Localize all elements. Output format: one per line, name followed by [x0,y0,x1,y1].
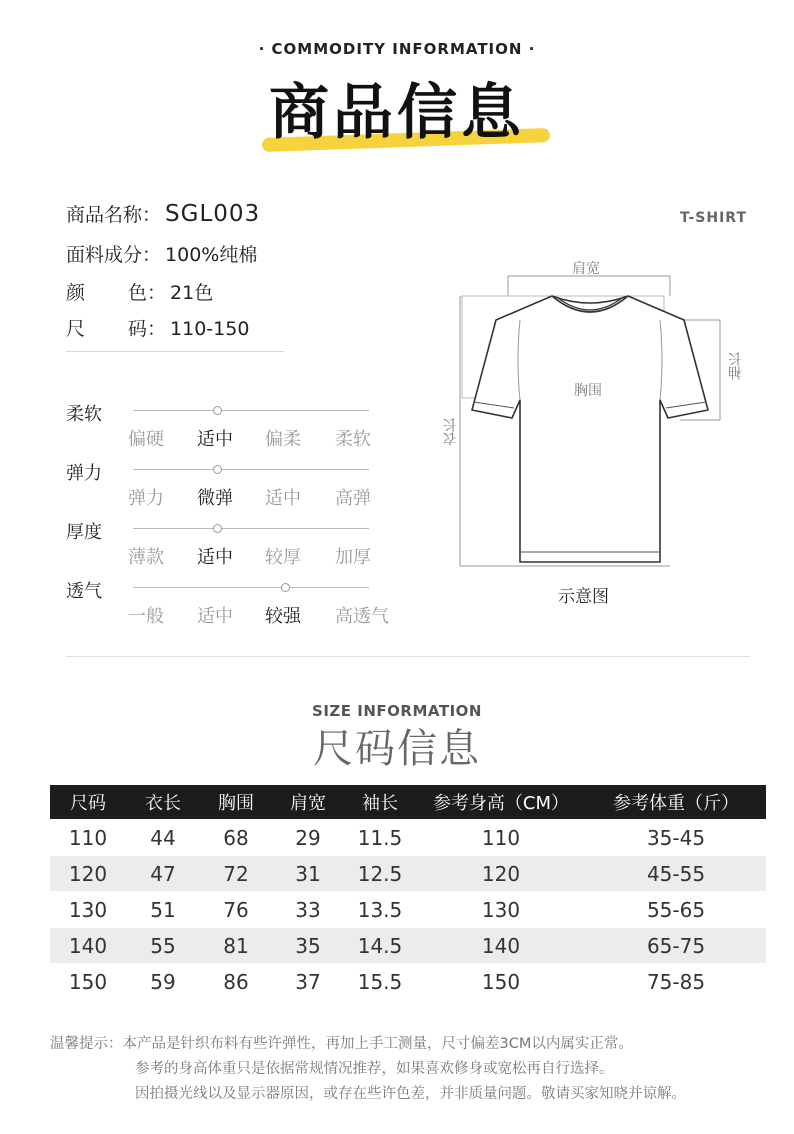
note-prefix: 温馨提示： [50,1036,123,1052]
color-key-a: 颜 [66,282,86,304]
attribute-label: 透气 [66,581,102,602]
attribute-option: 适中 [197,429,233,450]
table-cell: 75-85 [646,969,706,994]
table-cell: 12.5 [344,856,416,892]
table-cell: 29 [295,825,321,850]
attribute-option: 偏柔 [265,429,301,450]
table-cell: 37 [295,969,321,994]
table-cell: 45-55 [586,856,766,892]
product-name-row [66,200,260,227]
size-header-cell: 胸围 [200,785,272,820]
attribute-option: 高透气 [335,606,389,627]
table-row [50,892,766,928]
size-key-a: 尺 [66,318,86,340]
table-cell: 120 [50,856,126,892]
table-cell: 150 [481,969,521,994]
attribute-option: 微弹 [197,488,233,509]
table-cell: 44 [150,825,176,850]
attribute-marker [213,465,222,474]
info-divider [66,351,284,352]
attribute-marker [213,524,222,533]
table-cell: 35-45 [646,825,706,850]
attribute-option: 适中 [197,606,233,627]
attribute-track [133,410,369,411]
table-cell: 15.5 [357,969,403,994]
table-cell: 72 [200,856,272,892]
table-cell: 130 [481,897,521,922]
table-row [50,928,766,964]
size-header-cell: 尺码 [50,785,126,820]
table-cell: 140 [416,928,586,964]
table-cell: 140 [50,928,126,964]
fabric-value: 100%纯棉 [165,244,258,266]
table-cell: 31 [272,856,344,892]
product-name-value: SGL003 [165,201,261,227]
attribute-option: 薄款 [128,547,164,568]
fabric-row [66,240,257,267]
note-line-1 [50,1032,633,1053]
attribute-label: 弹力 [66,463,102,484]
table-cell: 130 [68,897,108,922]
note-line-3: 因拍摄光线以及显示器原因，或存在些许色差，并非质量问题。敬请买家知晓并谅解。 [135,1086,686,1102]
attribute-option: 加厚 [335,547,371,568]
table-cell: 120 [416,856,586,892]
color-key-b: 色： [128,282,167,304]
table-cell: 59 [150,969,176,994]
attribute-marker [213,406,222,415]
attribute-option: 适中 [265,488,301,509]
size-row [66,314,249,341]
label-shoulder: 肩宽 [572,261,600,277]
label-chest: 胸围 [574,383,602,399]
table-cell: 13.5 [357,897,403,922]
product-name-key: 商品名称： [66,204,162,226]
size-title-en: SIZE INFORMATION [312,702,482,720]
size-header-cell: 参考体重（斤） [586,785,766,820]
table-cell: 47 [126,856,200,892]
size-header-cell: 衣长 [126,785,200,820]
attribute-option: 适中 [197,547,233,568]
attribute-label: 厚度 [66,522,102,543]
attribute-option: 偏硬 [128,429,164,450]
table-cell: 55 [126,928,200,964]
table-cell: 86 [223,969,249,994]
table-cell: 68 [223,825,249,850]
size-key-b: 码： [128,318,167,340]
attribute-option: 较强 [265,606,301,627]
size-value: 110-150 [170,318,250,340]
label-sleeve: 袖长 [728,352,744,380]
note-line-2: 参考的身高体重只是依据常规情况推荐，如果喜欢修身或宽松再自行选择。 [135,1061,614,1077]
size-table [50,785,766,1000]
size-table-header [50,785,766,820]
table-cell: 11.5 [357,825,403,850]
table-cell: 51 [150,897,176,922]
table-cell: 110 [481,825,521,850]
table-cell: 35 [272,928,344,964]
attribute-marker [281,583,290,592]
tshirt-diagram [440,250,740,580]
table-cell: 14.5 [344,928,416,964]
table-cell: 33 [295,897,321,922]
color-value: 21色 [170,282,214,304]
table-cell: 150 [68,969,108,994]
size-header-cell: 袖长 [344,785,416,820]
attribute-option: 较厚 [265,547,301,568]
table-cell: 76 [223,897,249,922]
attribute-option: 弹力 [128,488,164,509]
attribute-label: 柔软 [66,404,102,425]
table-cell: 65-75 [586,928,766,964]
table-row [50,964,766,1000]
tshirt-tag: T-SHIRT [680,210,748,226]
color-row [66,278,213,305]
attribute-option: 一般 [128,606,164,627]
table-cell: 55-65 [646,897,706,922]
page-title: 商品信息 [269,78,525,148]
table-row [50,820,766,856]
table-row [50,856,766,892]
size-header-cell: 参考身高（CM） [416,785,586,820]
title-wrap [0,78,794,148]
attribute-track [133,469,369,470]
size-header-cell: 肩宽 [272,785,344,820]
note-text-1: 本产品是针织布料有些许弹性，再加上手工测量，尺寸偏差3CM以内属实正常。 [122,1036,633,1052]
attribute-track [133,528,369,529]
size-title-cn: 尺码信息 [313,726,481,772]
table-cell: 110 [68,825,108,850]
attribute-option: 高弹 [335,488,371,509]
attribute-option: 柔软 [335,429,371,450]
fabric-key: 面料成分： [66,244,162,266]
attribute-track [133,587,369,588]
diagram-caption: 示意图 [558,587,609,607]
label-length: 衣长 [443,418,459,446]
table-cell: 81 [200,928,272,964]
section-subtitle-en: · COMMODITY INFORMATION · [258,40,536,58]
section-divider [66,656,750,657]
